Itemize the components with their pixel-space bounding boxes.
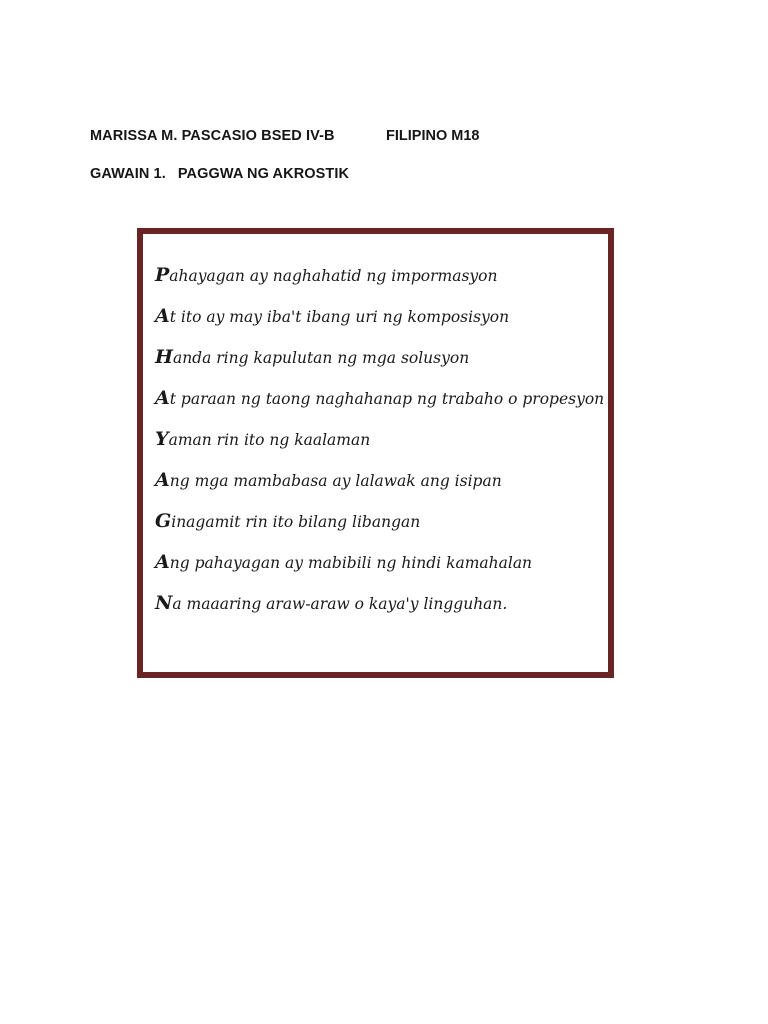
acrostic-initial: A xyxy=(155,551,170,573)
activity-title: PAGGWA NG AKROSTIK xyxy=(177,166,350,182)
acrostic-line xyxy=(155,510,420,532)
acrostic-line-text: anda ring kapulutan ng mga solusyon xyxy=(172,349,470,367)
acrostic-initial: P xyxy=(155,264,170,286)
acrostic-line xyxy=(155,551,532,573)
acrostic-line-text: inagamit rin ito bilang libangan xyxy=(171,513,421,531)
acrostic-line xyxy=(155,387,604,409)
activity-number: GAWAIN 1. xyxy=(90,166,166,182)
acrostic-initial: A xyxy=(155,469,170,491)
acrostic-line-text: t paraan ng taong naghahanap ng trabaho o propesyon xyxy=(169,390,605,408)
acrostic-box xyxy=(137,228,614,678)
acrostic-line xyxy=(155,428,370,450)
acrostic-line-text: aman rin ito ng kaalaman xyxy=(168,431,371,449)
acrostic-initial: A xyxy=(155,305,170,327)
acrostic-line-text: ng pahayagan ay mabibili ng hindi kamahalan xyxy=(169,554,533,572)
acrostic-line xyxy=(155,346,469,368)
acrostic-initial: G xyxy=(155,510,172,532)
subject-code: FILIPINO M18 xyxy=(386,128,480,144)
author-line: MARISSA M. PASCASIO BSED IV-B xyxy=(90,128,335,144)
acrostic-initial: A xyxy=(155,387,170,409)
acrostic-line xyxy=(155,305,509,327)
acrostic-initial: N xyxy=(155,592,173,614)
acrostic-initial: Y xyxy=(155,428,169,450)
acrostic-line-text: a maaaring araw-araw o kaya'y lingguhan. xyxy=(172,595,508,613)
acrostic-line-text: t ito ay may iba't ibang uri ng komposisyon xyxy=(169,308,510,326)
acrostic-line xyxy=(155,264,498,286)
acrostic-line-text: ng mga mambabasa ay lalawak ang isipan xyxy=(169,472,502,490)
acrostic-line-text: ahayagan ay naghahatid ng impormasyon xyxy=(169,267,498,285)
activity-heading xyxy=(90,166,349,182)
acrostic-line xyxy=(155,469,502,491)
acrostic-initial: H xyxy=(155,346,173,368)
acrostic-line xyxy=(155,592,507,614)
